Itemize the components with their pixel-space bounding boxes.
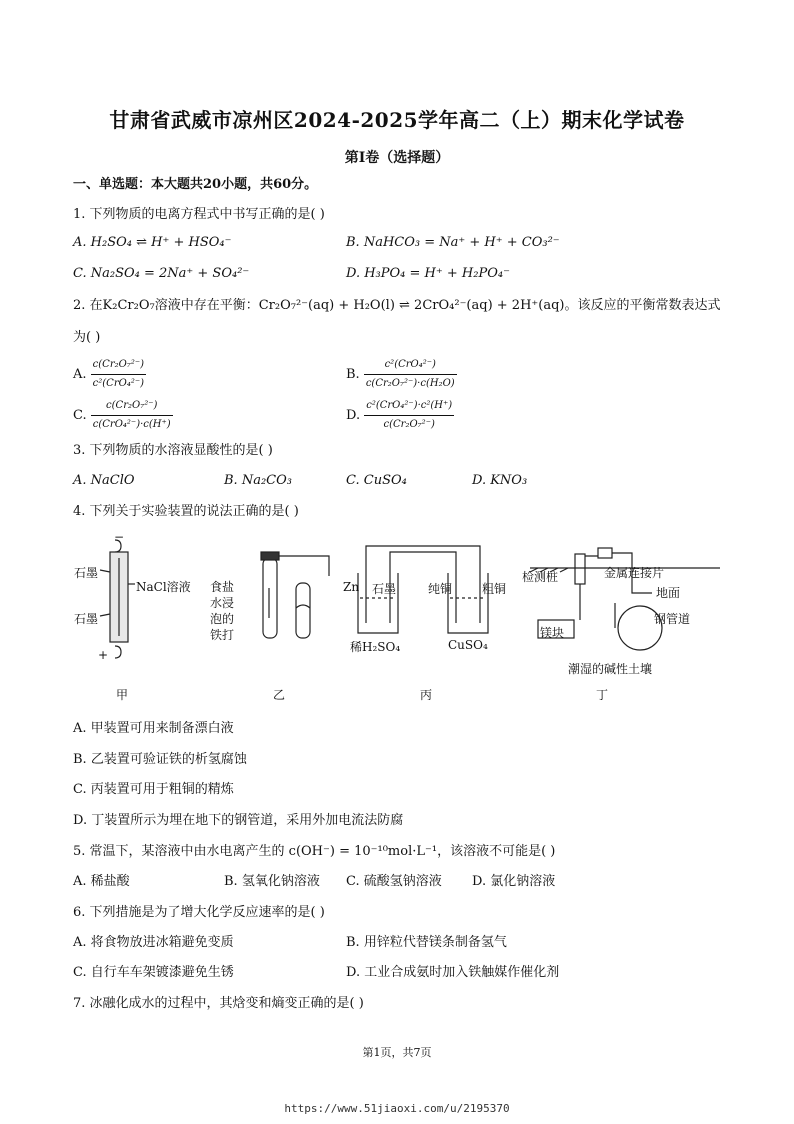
- option-c-fraction: [91, 397, 173, 434]
- bing-cuso4: CuSO₄: [448, 638, 488, 652]
- question-6-stem: 6. 下列措施是为了增大化学反应速率的是( ): [73, 905, 325, 920]
- jia-minus: −: [114, 530, 125, 544]
- page-footer: 第1页，共7页: [362, 1046, 432, 1059]
- question-2-stem: 2. 在K₂Cr₂O₇溶液中存在平衡：Cr₂O₇²⁻(aq) + H₂O(l) ⇌ 2CrO₄²⁻(aq) + 2H⁺(aq)。该反应的平衡常数表达式: [73, 298, 721, 313]
- question-7-stem: 7. 冰融化成水的过程中，其焓变和熵变正确的是( ): [73, 996, 364, 1011]
- ding-detection-post: 检测桩: [522, 570, 559, 584]
- experiment-diagrams: [60, 528, 740, 703]
- option-b-label: B.: [346, 367, 360, 382]
- question-5-option-c: C. 硫酸氢钠溶液: [346, 874, 442, 889]
- option-c-numerator: c(Cr₂O₇²⁻): [91, 397, 173, 416]
- question-1-option-b: B. NaHCO₃ = Na⁺ + H⁺ + CO₃²⁻: [346, 235, 560, 250]
- yi-label-2: 水浸: [210, 596, 235, 610]
- option-d-label: D.: [346, 408, 361, 423]
- question-5-option-a: A. 稀盐酸: [73, 874, 130, 889]
- option-b-numerator: c²(CrO₄²⁻): [364, 356, 457, 375]
- caption-ding: 丁: [596, 688, 609, 702]
- question-6-option-d: D. 工业合成氨时加入铁触媒作催化剂: [346, 965, 560, 980]
- question-5-option-b: B. 氢氧化钠溶液: [224, 874, 320, 889]
- option-c-label: C.: [73, 408, 87, 423]
- jia-graphite-bottom: 石墨: [74, 612, 99, 626]
- bing-pure-copper: 纯铜: [428, 582, 453, 596]
- question-1-stem: 1. 下列物质的电离方程式中书写正确的是( ): [73, 207, 325, 222]
- bing-graphite: 石墨: [372, 582, 397, 596]
- yi-label-3: 泡的: [210, 612, 235, 626]
- question-3-option-a: A. NaClO: [73, 473, 135, 488]
- yi-label-1: 食盐: [210, 580, 235, 594]
- question-4-option-d: D. 丁装置所示为埋在地下的钢管道，采用外加电流法防腐: [73, 813, 404, 828]
- caption-bing: 丙: [420, 688, 433, 702]
- question-6-option-b: B. 用锌粒代替镁条制备氢气: [346, 935, 507, 950]
- question-1-option-d: D. H₃PO₄ = H⁺ + H₂PO₄⁻: [346, 266, 510, 281]
- option-d-fraction: [364, 397, 454, 434]
- question-2-option-d: [346, 397, 454, 434]
- ding-ground: 地面: [656, 586, 681, 600]
- ding-block: 镁块: [540, 626, 565, 640]
- question-4-option-b: B. 乙装置可验证铁的析氢腐蚀: [73, 752, 247, 767]
- option-d-numerator: c²(CrO₄²⁻)·c²(H⁺): [364, 397, 454, 416]
- option-c-denominator: c(CrO₄²⁻)·c(H⁺): [92, 419, 171, 430]
- question-1-option-a: A. H₂SO₄ ⇌ H⁺ + HSO₄⁻: [73, 235, 232, 250]
- question-2-stem-continued: 为( ): [73, 330, 101, 345]
- question-4-option-a: A. 甲装置可用来制备漂白液: [73, 721, 234, 736]
- question-3-option-c: C. CuSO₄: [346, 473, 407, 488]
- yi-label-4: 铁打: [210, 628, 235, 642]
- ding-steel-pipe: 钢管道: [654, 612, 691, 626]
- question-1-option-c: C. Na₂SO₄ = 2Na⁺ + SO₄²⁻: [73, 266, 250, 281]
- section-subtitle: 第I卷（选择题）: [344, 150, 450, 166]
- bing-dilute-h2so4: 稀H₂SO₄: [350, 640, 401, 654]
- option-a-numerator: c(Cr₂O₇²⁻): [91, 356, 146, 375]
- question-2-option-b: [346, 356, 457, 393]
- option-b-fraction: [364, 356, 457, 393]
- apparatus-yi: [261, 552, 329, 638]
- page-title: 甘肃省武威市凉州区2024-2025学年高二（上）期末化学试卷: [109, 108, 685, 132]
- question-3-stem: 3. 下列物质的水溶液显酸性的是( ): [73, 443, 273, 458]
- option-a-label: A.: [73, 367, 87, 382]
- jia-plus: +: [98, 648, 109, 662]
- jia-nacl-solution: NaCl溶液: [136, 580, 191, 594]
- option-a-fraction: [91, 356, 146, 393]
- question-6-option-a: A. 将食物放进冰箱避免变质: [73, 935, 234, 950]
- caption-yi: 乙: [273, 688, 286, 702]
- section-heading: 一、单选题：本大题共20小题，共60分。: [73, 177, 318, 192]
- bing-crude-copper: 粗铜: [482, 582, 507, 596]
- question-6-option-c: C. 自行车车架镀漆避免生锈: [73, 965, 234, 980]
- ding-metal-connector: 金属连接片: [604, 566, 665, 580]
- question-2-option-a: [73, 356, 146, 393]
- apparatus-jia: [100, 540, 135, 658]
- caption-jia: 甲: [116, 688, 129, 702]
- option-b-denominator: c(Cr₂O₇²⁻)·c(H₂O): [365, 378, 455, 389]
- watermark-url[interactable]: https://www.51jiaoxi.com/u/2195370: [284, 1102, 510, 1115]
- question-4-option-c: C. 丙装置可用于粗铜的精炼: [73, 782, 234, 797]
- question-3-option-b: B. Na₂CO₃: [224, 473, 292, 488]
- question-5-option-d: D. 氯化钠溶液: [472, 874, 556, 889]
- question-5-stem: 5. 常温下，某溶液中由水电离产生的 c(OH⁻) = 10⁻¹⁰mol·L⁻¹，该溶液不可能是( ): [73, 844, 556, 859]
- option-a-denominator: c²(CrO₄²⁻): [92, 378, 145, 389]
- option-d-denominator: c(Cr₂O₇²⁻): [383, 419, 435, 430]
- bing-zn: Zn: [343, 580, 360, 594]
- ding-wet-alkaline-soil: 潮湿的碱性土壤: [568, 662, 653, 676]
- question-4-stem: 4. 下列关于实验装置的说法正确的是( ): [73, 504, 299, 519]
- question-2-option-c: [73, 397, 173, 434]
- question-3-option-d: D. KNO₃: [472, 473, 528, 488]
- jia-graphite-top: 石墨: [74, 566, 99, 580]
